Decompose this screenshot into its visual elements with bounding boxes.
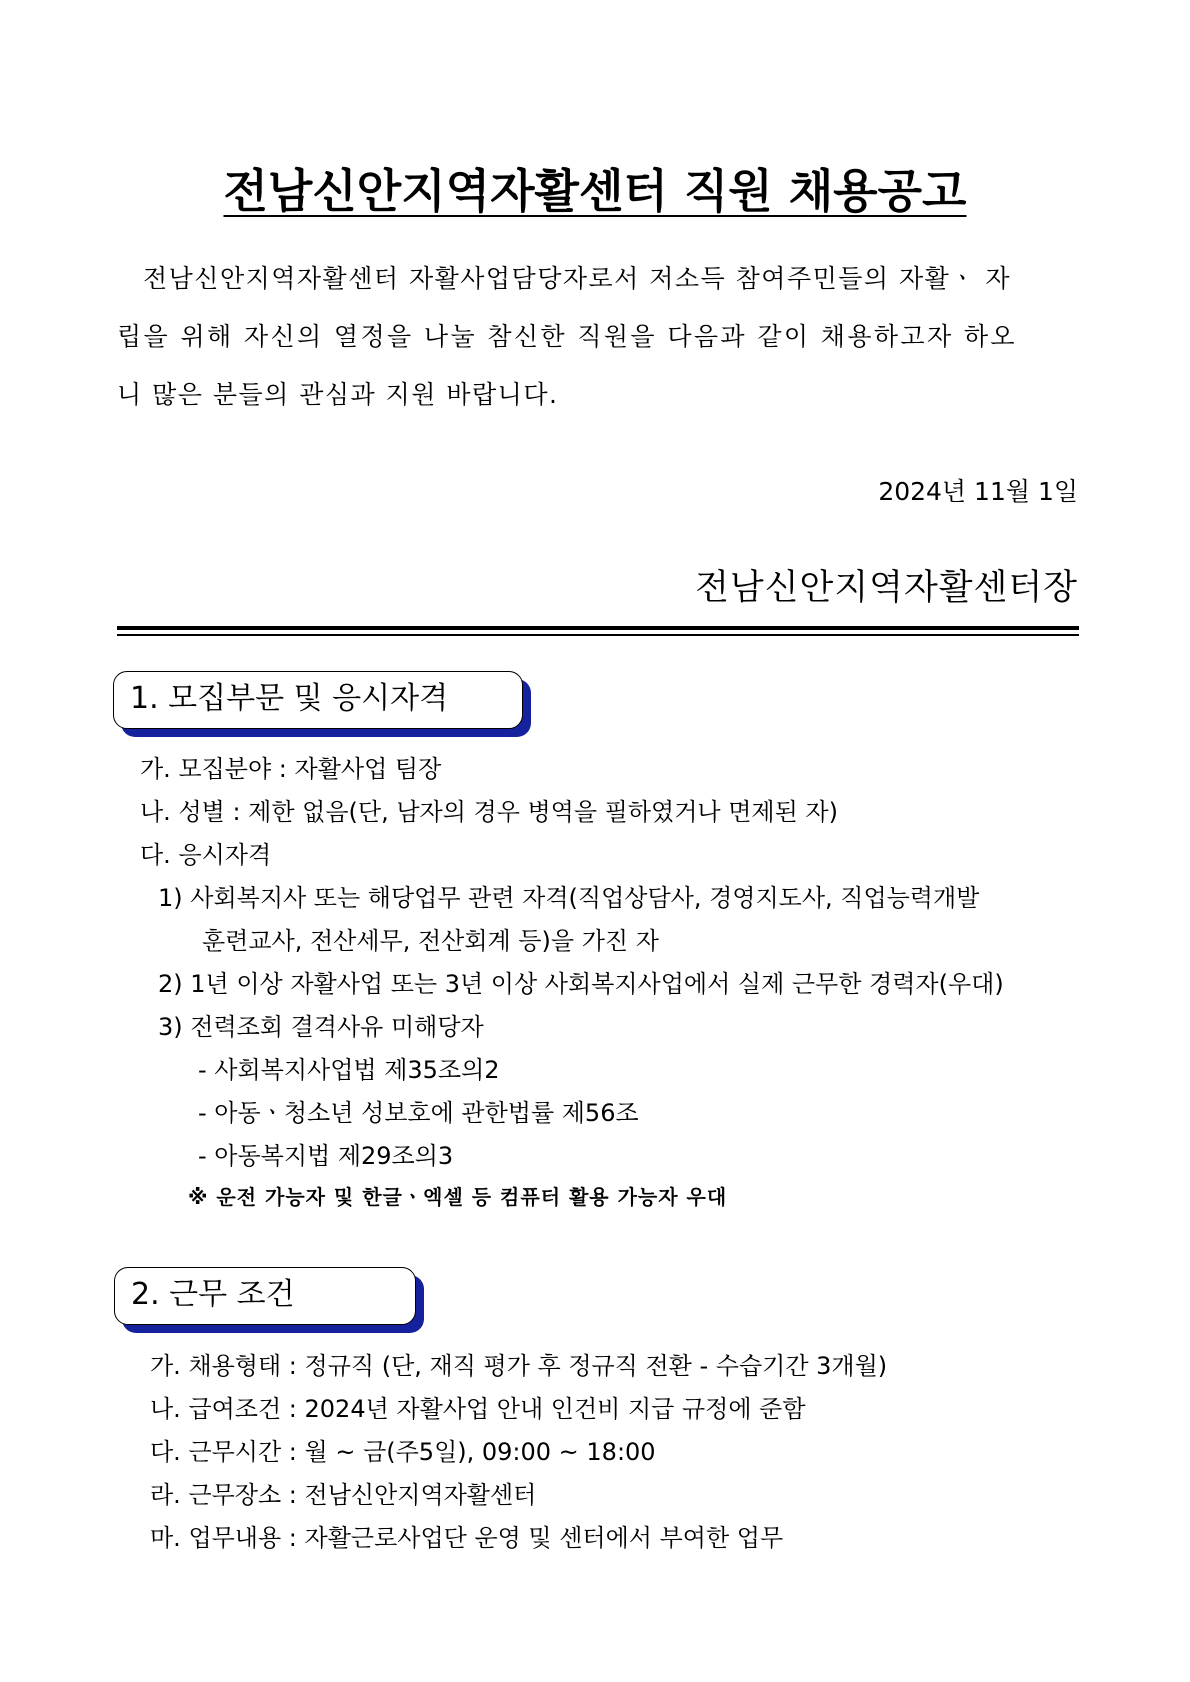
list-item: 마. 업무내용 : 자활근로사업단 운영 및 센터에서 부여한 업무 [150, 1524, 784, 1552]
list-item: 다. 근무시간 : 월 ~ 금(주5일), 09:00 ~ 18:00 [150, 1438, 656, 1466]
intro-line: 전남신안지역자활센터 자활사업담당자로서 저소득 참여주민들의 자활ㆍ 자 [143, 264, 1012, 293]
intro-paragraph [117, 250, 1077, 424]
list-item: 가. 채용형태 : 정규직 (단, 재직 평가 후 정규직 전환 - 수습기간 3개월) [150, 1352, 888, 1380]
list-item: 다. 응시자격 [140, 841, 272, 869]
page-title: 전남신안지역자활센터 직원 채용공고 [223, 164, 967, 218]
section-2-heading [114, 1267, 416, 1325]
organization-signature: 전남신안지역자활센터장 [695, 568, 1078, 608]
list-item: 훈련교사, 전산세무, 전산회계 등)을 가진 자 [202, 927, 659, 955]
section-1-heading [113, 671, 523, 729]
intro-line: 니 많은 분들의 관심과 지원 바랍니다. [117, 380, 559, 409]
list-item: - 사회복지사업법 제35조의2 [198, 1056, 500, 1084]
list-item: 1) 사회복지사 또는 해당업무 관련 자격(직업상담사, 경영지도사, 직업능력개발 [158, 884, 980, 912]
list-item: 3) 전력조회 결격사유 미해당자 [158, 1013, 484, 1041]
list-item: 2) 1년 이상 자활사업 또는 3년 이상 사회복지사업에서 실제 근무한 경력자(우대) [158, 970, 1004, 998]
notice-date: 2024년 11월 1일 [878, 477, 1078, 506]
list-item: - 아동복지법 제29조의3 [198, 1142, 454, 1170]
list-item: - 아동ㆍ청소년 성보호에 관한법률 제56조 [198, 1099, 639, 1127]
list-item: 라. 근무장소 : 전남신안지역자활센터 [150, 1481, 537, 1509]
section-1-heading-text: 1. 모집부문 및 응시자격 [130, 681, 449, 716]
list-item: 나. 급여조건 : 2024년 자활사업 안내 인건비 지급 규정에 준함 [150, 1395, 806, 1423]
divider-thick [117, 626, 1079, 630]
list-item: 나. 성별 : 제한 없음(단, 남자의 경우 병역을 필하였거나 면제된 자) [140, 798, 838, 826]
section-2-heading-text: 2. 근무 조건 [131, 1277, 295, 1312]
intro-line: 립을 위해 자신의 열정을 나눌 참신한 직원을 다음과 같이 채용하고자 하오 [117, 322, 1017, 351]
preference-note: ※ 운전 가능자 및 한글ㆍ엑셀 등 컴퓨터 활용 가능자 우대 [188, 1185, 728, 1209]
list-item: 가. 모집분야 : 자활사업 팀장 [140, 755, 442, 783]
divider-thin [117, 634, 1079, 636]
